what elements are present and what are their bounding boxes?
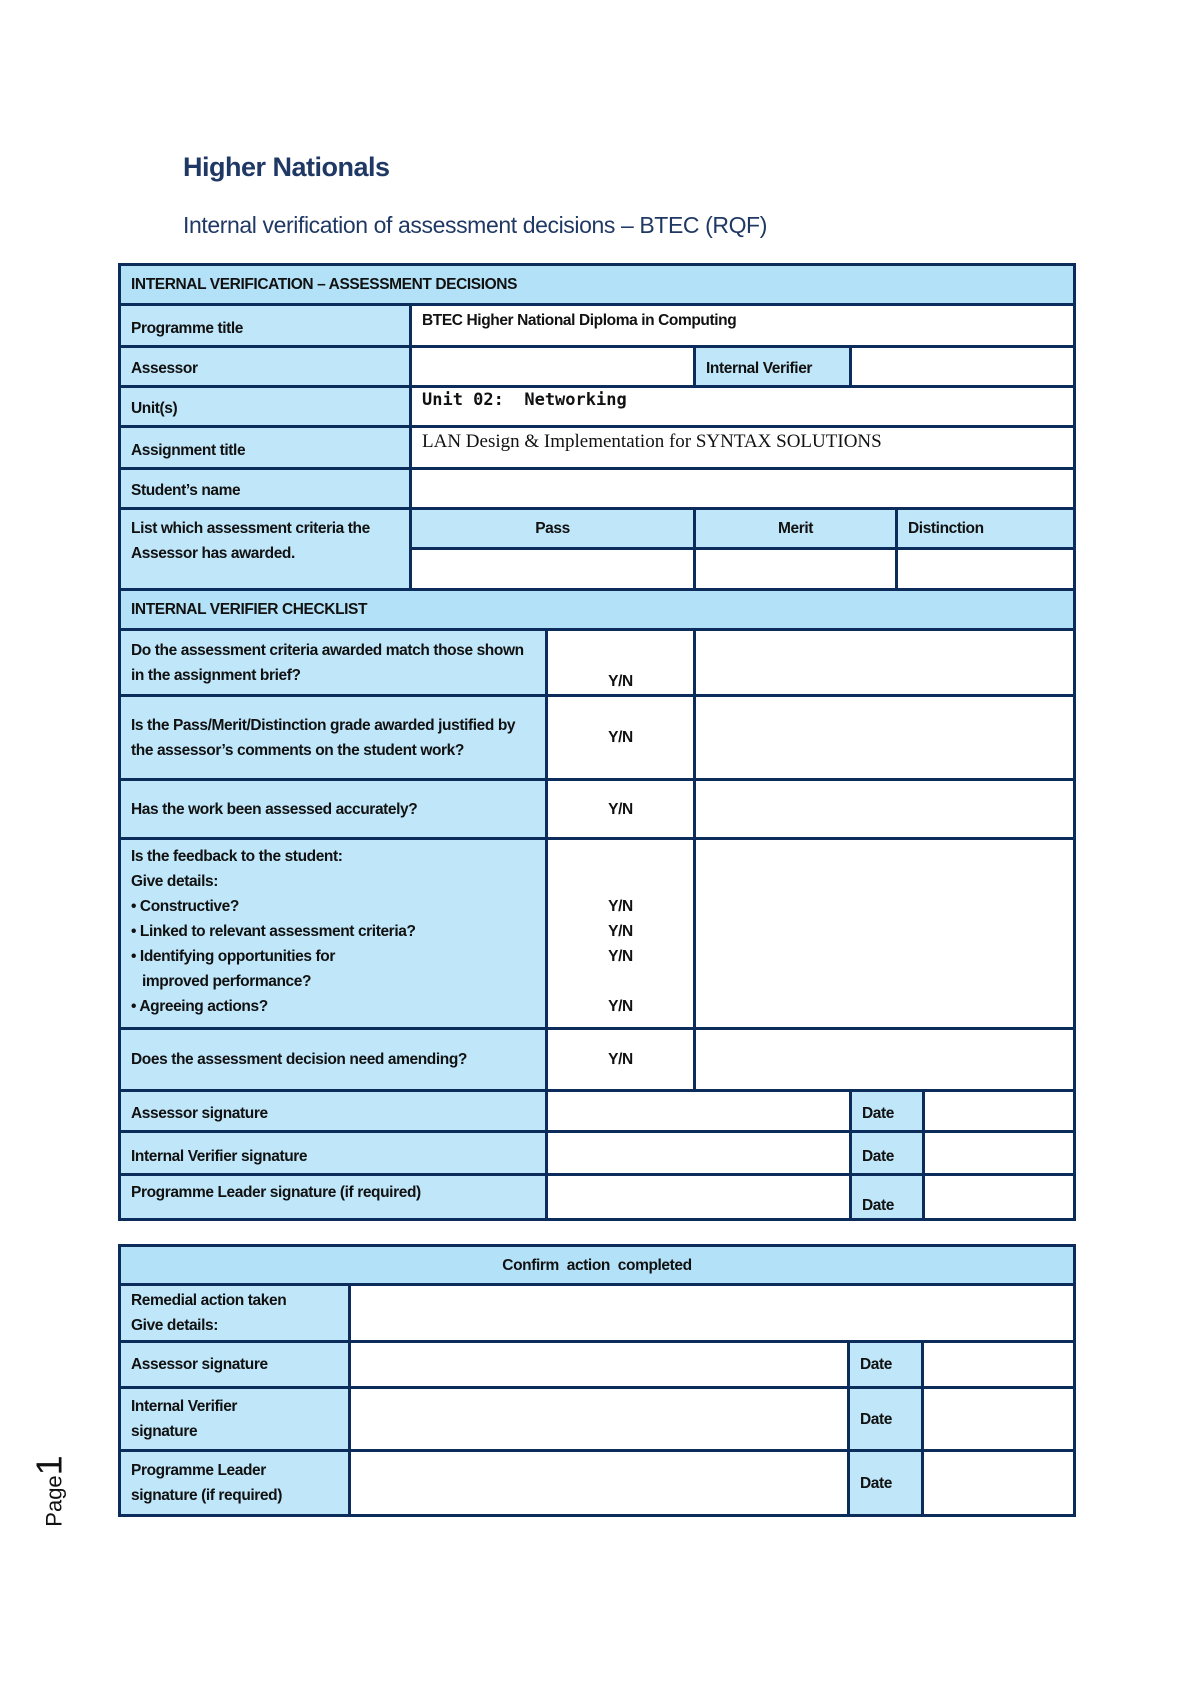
confirm-assessor-date[interactable] <box>924 1343 1073 1386</box>
confirm-pl-field[interactable] <box>351 1452 847 1514</box>
pass-criteria-field[interactable] <box>412 550 693 588</box>
checklist-q3: Has the work been assessed accurately? <box>121 781 545 837</box>
iv-signature-field[interactable] <box>548 1133 849 1173</box>
confirm-iv-field[interactable] <box>351 1389 847 1449</box>
confirm-pl-date[interactable] <box>924 1452 1073 1514</box>
remedial-label <box>121 1286 348 1340</box>
iv-line: Internal Verifier <box>131 1398 238 1415</box>
programme-title-field[interactable]: BTEC Higher National Diploma in Computing <box>412 306 1073 345</box>
checklist-q4 <box>121 840 545 1027</box>
confirm-heading: Confirm action completed <box>121 1247 1073 1283</box>
remedial-line: Give details: <box>131 1317 218 1334</box>
checklist-q2: Is the Pass/Merit/Distinction grade awarded justified by the assessor’s comments on the student work? <box>121 697 545 778</box>
q3-yn[interactable] <box>548 781 693 837</box>
pl-date-field[interactable] <box>925 1176 1073 1218</box>
iv-date-field[interactable] <box>925 1133 1073 1173</box>
assessor-field[interactable] <box>412 348 693 385</box>
confirm-iv-label <box>121 1389 348 1449</box>
q4-item: • Agreeing actions? <box>131 998 268 1015</box>
q1-yn[interactable] <box>548 631 693 694</box>
spacer <box>558 969 683 994</box>
q1-comments[interactable] <box>696 631 1073 694</box>
q4-item: • Identifying opportunities for <box>131 948 335 965</box>
page-number <box>28 1450 84 1540</box>
yn-identifying: Y/N <box>608 948 633 965</box>
internal-verifier-label: Internal Verifier <box>696 348 849 385</box>
q3-comments[interactable] <box>696 781 1073 837</box>
date-label: Date <box>850 1389 921 1449</box>
q4-item: • Constructive? <box>131 898 239 915</box>
assignment-title-field[interactable]: LAN Design & Implementation for SYNTAX SOLUTIONS <box>412 428 1073 467</box>
q4-item: • Linked to relevant assessment criteria? <box>131 923 416 940</box>
q4-yn[interactable] <box>548 840 693 1027</box>
confirm-iv-date[interactable] <box>924 1389 1073 1449</box>
merit-header: Merit <box>696 510 895 547</box>
q4-intro: Is the feedback to the student: <box>131 848 343 865</box>
units-field[interactable]: Unit 02: Networking <box>412 388 1073 425</box>
yn-constructive: Y/N <box>608 898 633 915</box>
student-name-label: Student’s name <box>121 470 409 507</box>
yn-text: Y/N <box>608 673 633 690</box>
document-subtitle: Internal verification of assessment decisions – BTEC (RQF) <box>183 212 767 238</box>
date-label: Date <box>850 1452 921 1514</box>
assignment-title-label: Assignment title <box>121 428 409 467</box>
checklist-q5: Does the assessment decision need amending? <box>121 1030 545 1089</box>
q4-details: Give details: <box>131 873 218 890</box>
q4-comments[interactable] <box>696 840 1073 1027</box>
pl-line: signature (if required) <box>131 1487 282 1504</box>
yn-linked: Y/N <box>608 923 633 940</box>
date-label: Date <box>852 1092 922 1130</box>
pass-header: Pass <box>412 510 693 547</box>
assessment-decisions-table <box>118 263 1076 1221</box>
iv-line: signature <box>131 1423 198 1440</box>
q2-yn[interactable] <box>548 697 693 778</box>
decisions-heading: INTERNAL VERIFICATION – ASSESSMENT DECISIONS <box>121 266 1073 303</box>
q2-comments[interactable] <box>696 697 1073 778</box>
assessor-label: Assessor <box>121 348 409 385</box>
units-label: Unit(s) <box>121 388 409 425</box>
merit-criteria-field[interactable] <box>696 550 895 588</box>
iv-signature-label: Internal Verifier signature <box>121 1133 545 1173</box>
internal-verifier-field[interactable] <box>852 348 1073 385</box>
checklist-heading: INTERNAL VERIFIER CHECKLIST <box>121 591 1073 628</box>
date-label: Date <box>852 1133 922 1173</box>
yn-text: Y/N <box>608 800 633 818</box>
pl-signature-label: Programme Leader signature (if required) <box>121 1176 545 1218</box>
distinction-header: Distinction <box>898 510 1073 547</box>
q4-item: improved performance? <box>142 973 312 990</box>
criteria-label: List which assessment criteria the Assessor has awarded. <box>121 510 409 588</box>
assessor-date-field[interactable] <box>925 1092 1073 1130</box>
confirm-assessor-field[interactable] <box>351 1343 847 1386</box>
remedial-line: Remedial action taken <box>131 1292 287 1309</box>
remedial-field[interactable] <box>351 1286 1073 1340</box>
pl-line: Programme Leader <box>131 1462 266 1479</box>
date-label: Date <box>850 1343 921 1386</box>
yn-text: Y/N <box>608 1051 633 1068</box>
checklist-q1: Do the assessment criteria awarded match those shown in the assignment brief? <box>121 631 545 694</box>
confirm-action-table <box>118 1244 1076 1517</box>
assessor-signature-label: Assessor signature <box>121 1092 545 1130</box>
yn-agreeing: Y/N <box>608 998 633 1015</box>
date-label: Date <box>852 1176 922 1218</box>
page-label: Page <box>41 1475 67 1527</box>
confirm-assessor-label: Assessor signature <box>121 1343 348 1386</box>
pl-signature-field[interactable] <box>548 1176 849 1218</box>
student-name-field[interactable] <box>412 470 1073 507</box>
document-title: Higher Nationals <box>183 152 390 182</box>
assessor-signature-field[interactable] <box>548 1092 849 1130</box>
yn-text: Y/N <box>608 729 633 746</box>
confirm-pl-label <box>121 1452 348 1514</box>
distinction-criteria-field[interactable] <box>898 550 1073 588</box>
page-number-value: 1 <box>28 1455 70 1476</box>
q5-yn[interactable] <box>548 1030 693 1089</box>
q5-comments[interactable] <box>696 1030 1073 1089</box>
programme-title-label: Programme title <box>121 306 409 345</box>
